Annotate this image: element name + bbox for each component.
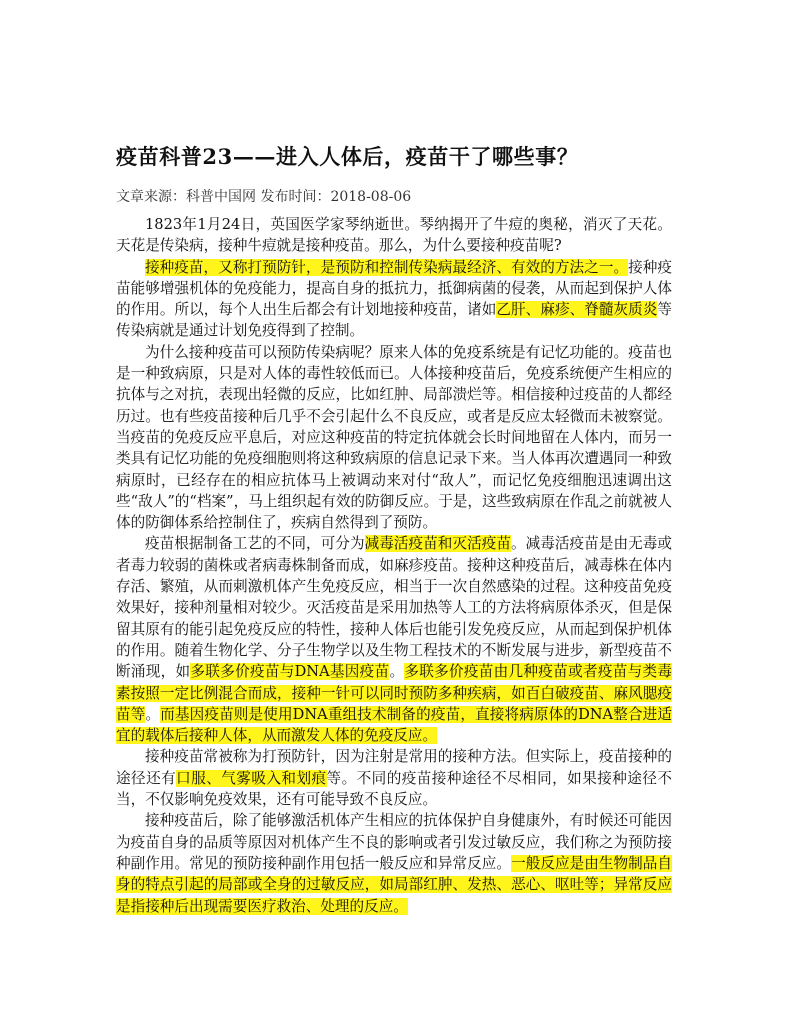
- paragraph: [116, 810, 672, 916]
- paragraph-text: 接种疫苗后，除了能够激活机体产生相应的抗体保护自身健康外，有时候还可能因为疫苗自身的品质等原因对机体产生不良的影响或者引发过敏反应，我们称之为预防接种副作用。常见的预防接种副作用包括一般反应和异常反应。: [116, 812, 672, 872]
- article-body: [116, 214, 672, 917]
- article-meta: 文章来源：科普中国网 发布时间：2018-08-06: [116, 189, 412, 205]
- highlighted-text: 一般反应是由生物制品自身的特点引起的局部或全身的过敏反应，如局部红肿、发热、恶心、呕吐等；异常反应是指接种后出现需要医疗救治、处理的反应。: [116, 854, 672, 915]
- paragraph-text: 等传染病就是通过计划免疫得到了控制。: [116, 301, 672, 340]
- paragraph-text: 。: [145, 705, 161, 723]
- paragraph-text: 。减毒活疫苗是由无毒或者毒力较弱的菌株或者病毒株制备而成，如麻疹疫苗。接种这种疫苗后，减毒株在体内存活、繁殖，从而刺激机体产生免疫反应，相当于一次自然感染的过程。这种疫苗免疫效果好，接种剂量相对较少。灭活疫苗是采用加热等人工的方法将病原体杀灭，但是保留其原有的能引起免疫反应的特性，接种人体后也能引发免疫反应，从而起到保护机体的作用。随着生物化学、分子生物学以及生物工程技术的不断发展与进步，新型疫苗不断涌现，如: [116, 535, 672, 681]
- paragraph: [116, 746, 672, 810]
- paragraph-text: 接种疫苗常被称为打预防针，因为注射是常用的接种方法。但实际上，疫苗接种的途径还有: [116, 748, 672, 787]
- paragraph-text: 。: [389, 663, 405, 681]
- paragraph: [116, 257, 672, 342]
- paragraph-text: 1823年1月24日，英国医学家琴纳逝世。琴纳揭开了牛痘的奥秘，消灭了天花。天花是传染病，接种牛痘就是接种疫苗。那么，为什么要接种疫苗呢?: [116, 216, 672, 255]
- paragraph-text: 疫苗根据制备工艺的不同，可分为: [145, 535, 365, 553]
- highlighted-text: 多联多价疫苗由几种疫苗或者疫苗与类毒素按照一定比例混合而成，接种一针可以同时预防多种疾病，如百白破疫苗、麻风腮疫苗等: [116, 663, 672, 723]
- paragraph: [116, 214, 672, 257]
- paragraph-text: 等。不同的疫苗接种途径不尽相同，如果接种途径不当，不仅影响免疫效果，还有可能导致不良反应。: [116, 769, 672, 809]
- paragraph: [116, 533, 672, 746]
- paragraph: [116, 342, 672, 534]
- article-title: 疫苗科普23——进入人体后，疫苗干了哪些事？: [116, 144, 579, 169]
- highlighted-text: 而基因疫苗则是使用DNA重组技术制备的疫苗，直接将病原体的DNA整合进适宜的载体后接种人体，从而激发人体的免疫反应。: [116, 705, 672, 745]
- paragraph-text: 为什么接种疫苗可以预防传染病呢？原来人体的免疫系统是有记忆功能的。疫苗也是一种致病原，只是对人体的毒性较低而已。人体接种疫苗后，免疫系统便产生相应的抗体与之对抗，表现出轻微的反应，比如红肿、局部溃烂等。相信接种过疫苗的人都经历过。也有些疫苗接种后几乎不会引起什么不良反应，或者是反应太轻微而未被察觉。当疫苗的免疫反应平息后，对应这种疫苗的特定抗体就会长时间地留在人体内，而另一类具有记忆功能的免疫细胞则将这种致病原的信息记录下来。当人体再次遭遇同一种致病原时，已经存在的相应抗体马上被调动来对付“敌人”，而记忆免疫细胞迅速调出这些“敌人”的“档案”，马上组织起有效的防御反应。于是，这些致病原在作乱之前就被人体的防御体系给控制住了，疾病自然得到了预防。: [116, 343, 672, 532]
- highlighted-text: 口服、气雾吸入和划痕: [176, 769, 327, 787]
- highlighted-text: 减毒活疫苗和灭活疫苗: [364, 535, 511, 553]
- highlighted-text: 接种疫苗，又称打预防针，是预防和控制传染病最经济、有效的方法之一。: [145, 258, 629, 276]
- highlighted-text: 乙肝、麻疹、脊髓灰质炎: [496, 301, 658, 319]
- highlighted-text: 多联多价疫苗与DNA基因疫苗: [190, 663, 390, 681]
- paragraph-text: 接种疫苗能够增强机体的免疫能力，提高自身的抵抗力，抵御病菌的侵袭，从而起到保护人体的作用。所以，每个人出生后都会有计划地接种疫苗，诸如: [116, 258, 672, 319]
